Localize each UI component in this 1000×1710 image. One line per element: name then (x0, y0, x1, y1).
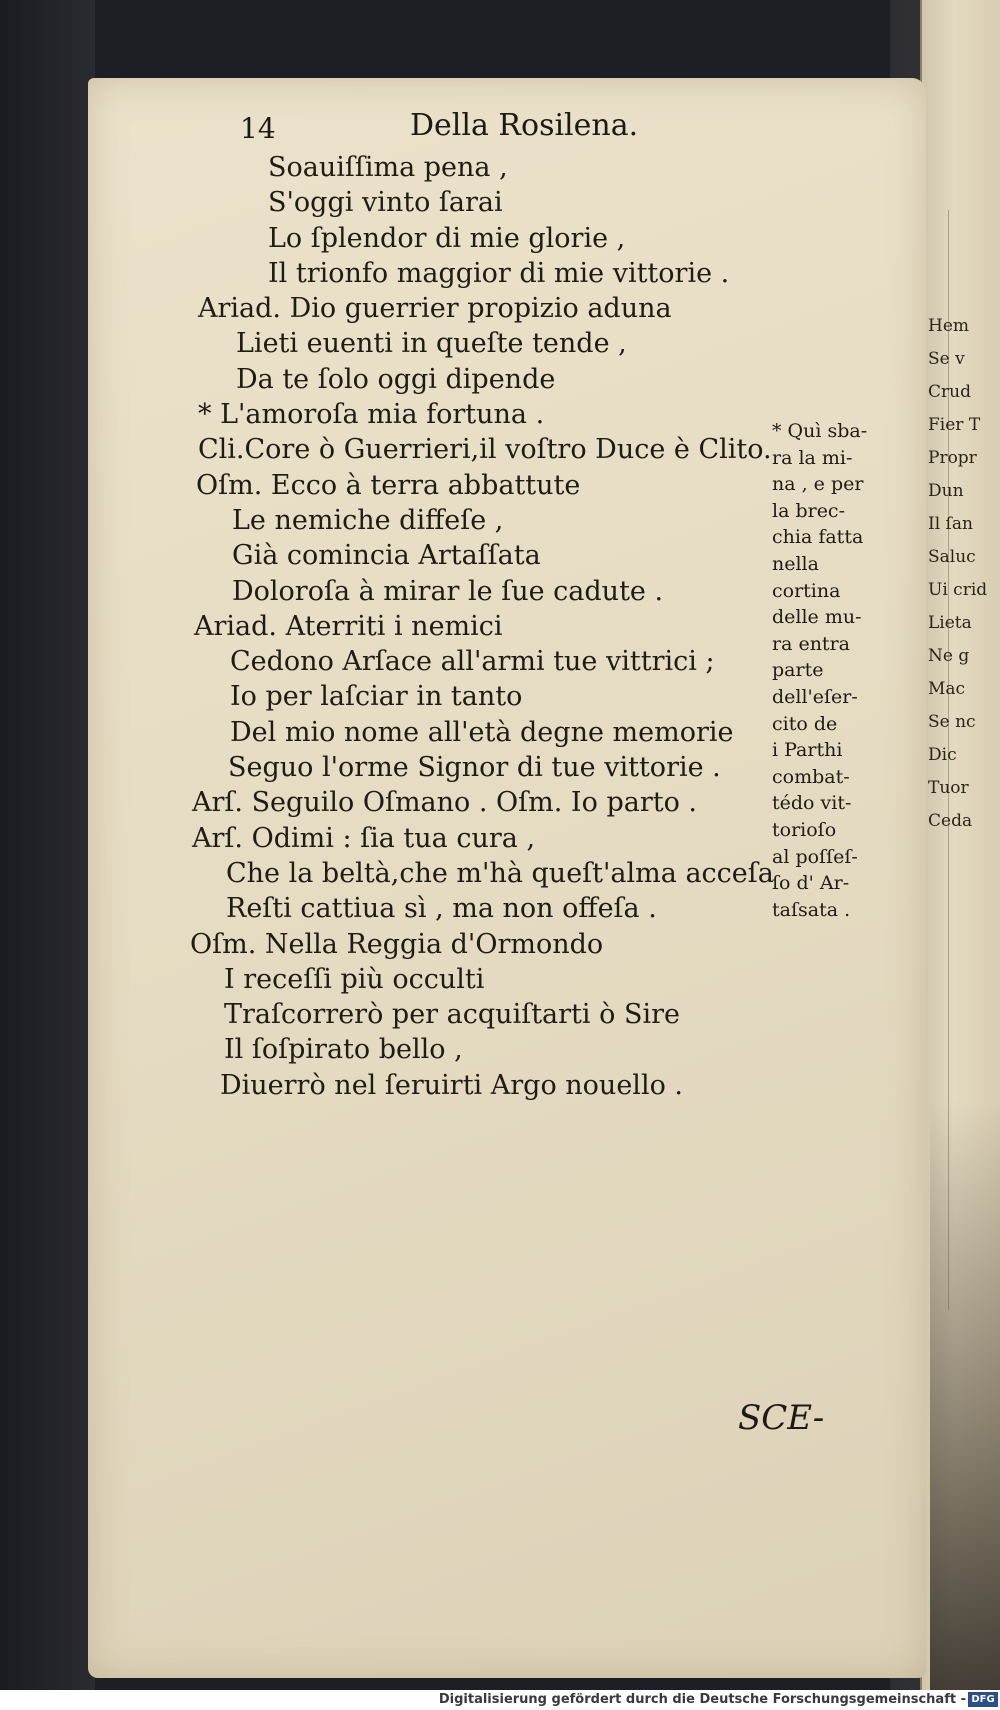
facing-page-text (928, 310, 998, 838)
facing-line: Se nc (928, 712, 976, 732)
note-line: i Parthi (772, 739, 843, 762)
page-number: 14 (240, 112, 276, 145)
note-line: parte (772, 659, 824, 682)
scanner-background-left (0, 0, 95, 1690)
verse-line: Reſti cattiua sì , ma non offeſa . (226, 893, 657, 925)
note-line: tédo vit- (772, 792, 852, 815)
note-line: delle mu- (772, 606, 862, 629)
verse-line: I receſſi più occulti (224, 963, 485, 995)
note-line: combat- (772, 765, 850, 788)
verse-line: Doloroſa à mirar le ſue cadute . (232, 575, 664, 607)
verse-line: Da te ſolo oggi dipende (236, 363, 556, 395)
note-line: la brec- (772, 499, 845, 522)
facing-line: Fier T (928, 415, 981, 435)
note-line: nella (772, 552, 819, 575)
verse-line: Lieti euenti in queſte tende , (236, 328, 627, 360)
note-line: ra entra (772, 632, 850, 655)
note-line: * Quì sba- (772, 420, 868, 442)
dfg-logo: DFG (968, 1692, 998, 1707)
note-line: ſo d' Ar- (772, 872, 850, 895)
note-line: cortina (772, 579, 841, 602)
note-line: chia fatta (772, 526, 864, 549)
speaker-line: Arſ. Odimi : ſia tua cura , (192, 822, 536, 854)
speaker-line: Oſm. Nella Reggia d'Ormondo (190, 928, 604, 960)
verse-line: Il ſoſpirato bello , (224, 1034, 463, 1066)
note-line: torioſo (772, 818, 837, 841)
speaker-line: Ariad. Dio guerrier propizio aduna (198, 293, 672, 325)
note-line: cito de (772, 712, 838, 735)
note-line: al poſſeſ- (772, 845, 858, 868)
marginal-note (772, 418, 902, 923)
note-line: ra la mi- (772, 446, 853, 469)
speaker-line: Cli.Core ò Guerrieri,il voſtro Duce è Clito. (198, 434, 772, 466)
verse-line: Io per laſciar in tanto (230, 681, 523, 713)
facing-line: Tuor (928, 778, 969, 798)
speaker-line: Arſ. Seguilo Oſmano . Oſm. Io parto . (192, 787, 697, 819)
facing-line: Ceda (928, 811, 973, 831)
verse-line: Già comincia Artaſſata (232, 540, 541, 572)
note-line: na , e per (772, 473, 864, 496)
verse-line: * L'amoroſa mia fortuna . (198, 399, 545, 431)
verse-line: Le nemiche diffeſe , (232, 504, 504, 536)
verse-line: Del mio nome all'età degne memorie (230, 716, 734, 748)
verse-line: Il trionfo maggior di mie vittorie . (268, 257, 730, 289)
catchword: SCE- (738, 1398, 825, 1438)
facing-line: Ui crid (928, 580, 988, 600)
verse-line: Seguo l'orme Signor di tue vittorie . (228, 752, 721, 784)
facing-line: Dic (928, 745, 957, 765)
facing-line: Se v (928, 349, 965, 369)
note-line: dell'eſer- (772, 685, 858, 708)
facing-line: Mac (928, 679, 966, 699)
facing-line: Saluc (928, 547, 976, 567)
facing-line: Il ſan (928, 514, 973, 534)
verse-line: Che la beltà,che m'hà queſt'alma acceſa (226, 857, 774, 889)
speaker-line: Oſm. Ecco à terra abbattute (196, 469, 581, 501)
verse-line: Lo ſplendor di mie glorie , (268, 222, 626, 254)
facing-line: Crud (928, 382, 971, 402)
speaker-line: Ariad. Aterriti i nemici (194, 610, 503, 642)
facing-line: Lieta (928, 613, 972, 633)
verse-line: Diuerrò nel ſeruirti Argo nouello . (220, 1069, 683, 1101)
note-line: taſsata . (772, 898, 851, 921)
verse-line: Cedono Arſace all'armi tue vittrici ; (230, 646, 715, 678)
verse-line: Traſcorrerò per acquiſtarti ò Sire (224, 999, 680, 1031)
footer-credit: Digitalisierung gefördert durch die Deutsche Forschungsgemeinschaft - (438, 1692, 966, 1707)
facing-line: Dun (928, 481, 964, 501)
verse-text (190, 150, 790, 1103)
facing-line: Hem (928, 316, 970, 336)
running-title: Della Rosilena. (410, 108, 639, 143)
verse-line: Soauiſſima pena , (268, 152, 508, 183)
facing-line: Ne g (928, 646, 970, 666)
facing-line: Propr (928, 448, 977, 468)
verse-line: S'oggi vinto ſarai (268, 187, 503, 219)
